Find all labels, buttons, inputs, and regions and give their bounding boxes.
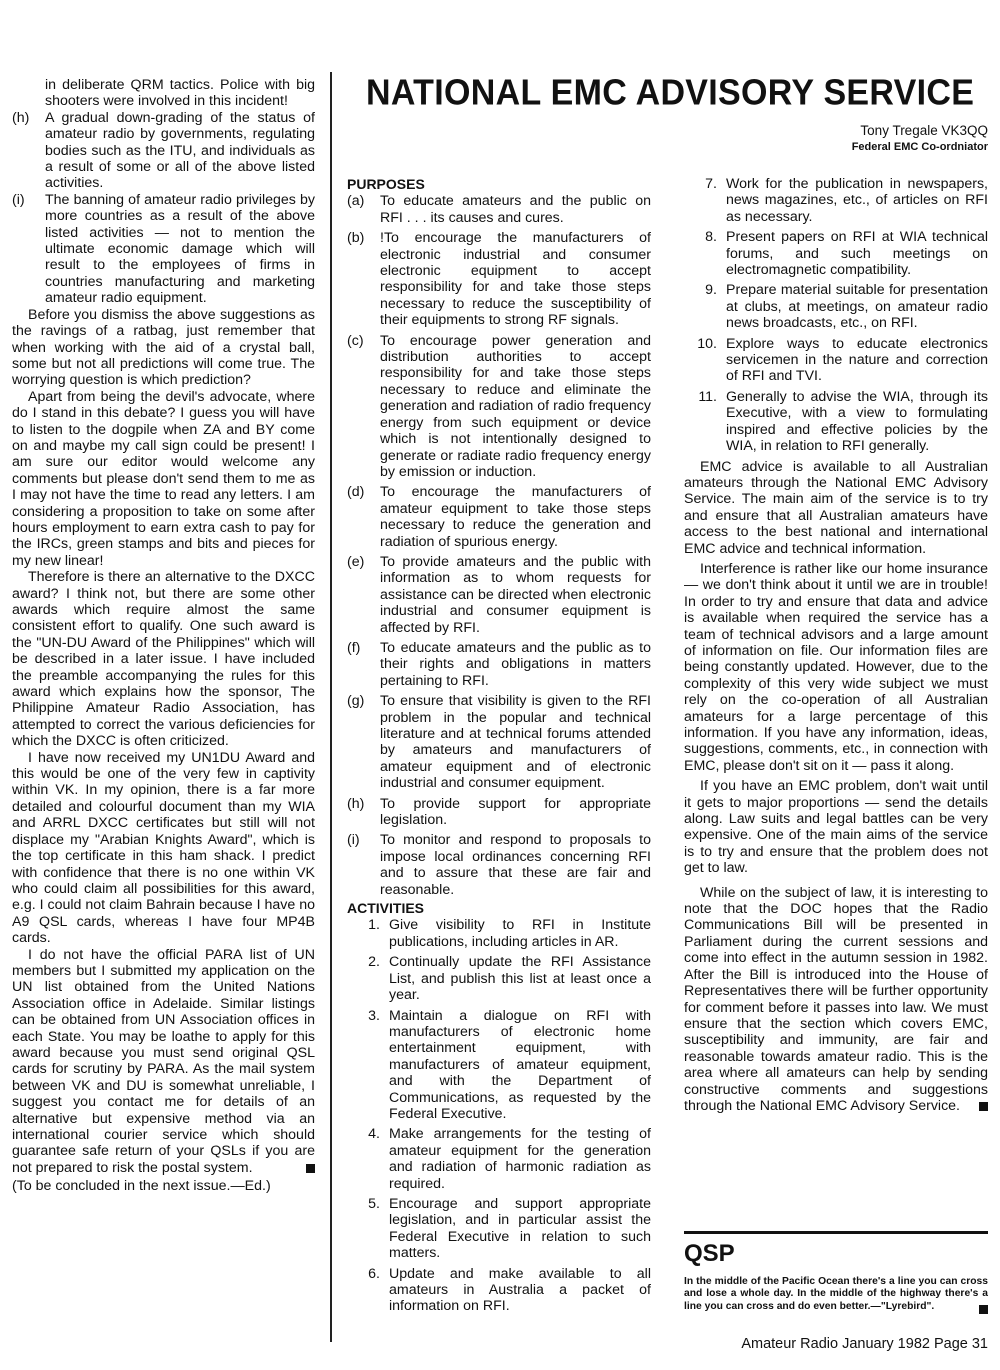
- list-item: [347, 954, 651, 1003]
- list-item: [684, 176, 988, 225]
- item-text: To educate amateurs and the public as to their rights and obligations in matters pertaining to RFI.: [380, 639, 651, 689]
- item-text: To encourage the manufacturers of amateur equipment to take those steps necessary to reduce the generation and radiation of spurious energy.: [380, 484, 651, 550]
- qsp-text: [684, 1276, 988, 1314]
- paragraph: Therefore is there an alternative to the DXCC award? I think not, but there are some other awards which require almost the same consistent effort to qualify. One such award is the "UN-DU Award of the Philippines" which will be described in a later issue. I have included the preamble accompanying the rules for this award which explains how the sponsor, The Philippine Amateur Radio Association, has attempted to correct the various deficiencies for which the DXCC is often criticized.: [12, 569, 315, 750]
- item-label: (h): [347, 795, 365, 812]
- item-label: 10.: [697, 335, 717, 352]
- list-item: [12, 110, 315, 192]
- item-text: To ensure that visibility is given to the RFI problem in the popular and technical literature and at technical forums attended by amateurs and manufacturers of amateur equipment and of electronic industrial and consumer equipment.: [380, 693, 651, 792]
- item-text: A gradual down-grading of the status of amateur radio by governments, regulating bodies such as the ITU, and individuals as a result of some or all of the above listed activities.: [45, 109, 315, 192]
- item-label: (d): [347, 484, 365, 501]
- closing-note: (To be concluded in the next issue.—Ed.): [12, 1178, 271, 1195]
- column-divider: [330, 72, 332, 1342]
- item-label: 1.: [368, 917, 380, 934]
- list-item: [347, 693, 651, 791]
- item-text: Make arrangements for the testing of amateur equipment for the generation and radiation of harmonic radiation as required.: [389, 1126, 651, 1192]
- item-text: Update and make available to all amateurs in Australia a packet of information on RFI.: [389, 1265, 651, 1315]
- item-label: 2.: [368, 954, 380, 971]
- article-heading: NATIONAL EMC ADVISORY SERVICE: [366, 73, 975, 113]
- purposes-heading: PURPOSES: [347, 176, 425, 192]
- item-label: (c): [347, 332, 364, 349]
- item-label: (f): [347, 639, 361, 656]
- list-item: [684, 389, 988, 455]
- author-name: Tony Tregale VK3QQ: [860, 123, 988, 138]
- paragraph: EMC advice is available to all Australian amateurs through the National EMC Advisory Service. The main aim of the service is to try and ensure that all Australian amateurs have access to the best national and international EMC advice and technical information.: [684, 458, 988, 557]
- byline: [852, 123, 988, 155]
- item-text: Work for the publication in newspapers, news magazines, etc., of articles on RFI as necessary.: [726, 176, 988, 225]
- item-text: To provide amateurs and the public with information as to whom requests for assistance can be directed when electronic industrial and consumer equipment is affected by RFI.: [380, 553, 651, 636]
- activities-heading: ACTIVITIES: [347, 900, 425, 917]
- item-label: (i): [12, 191, 25, 208]
- item-text: To provide support for appropriate legislation.: [380, 795, 651, 829]
- item-text: Generally to advise the WIA, through its Executive, with a view to formulating inspired and effective policies by the WIA, in relation to RFI generally.: [726, 388, 988, 455]
- column-left: [12, 77, 315, 1195]
- item-text: !To encourage the manufacturers of electronic industrial and consumer electronic equipment to accept responsibility for and take those steps necessary to reduce the susceptibility of their equipments to strong RF signals.: [380, 230, 651, 329]
- item-label: 9.: [705, 282, 717, 299]
- end-mark-icon: [979, 1102, 988, 1111]
- qsp-rule: [684, 1231, 988, 1234]
- item-text: Continually update the RFI Assistance List, and publish this list at least once a year.: [389, 954, 651, 1004]
- item-text: Explore ways to educate electronics servicemen in the nature and correction of RFI and TVI.: [726, 335, 988, 385]
- paragraph-text: I do not have the official PARA list of UN members but I submitted my application on the UN list obtained from the United Nations Association office in Adelaide. Similar listings can be obtained from UN Association offices in each State. You may be loathe to apply for this award because you must send original QSL cards for scrutiny by PARA. As the mail system between VK and DU is somewhat unreliable, I suggest you contact me for details of an alternative but expensive method via an international courier service which should guarantee safe return of your QSLs if you are not prepared to risk the postal system.: [12, 946, 315, 1176]
- item-text: To encourage power generation and distribution authorities to accept responsibility for and take those steps necessary to reduce and eliminate the generation and radiation of radio frequency energy from such equipment or device which is not intentionally designed to generate or radiate radio frequency energy by emission or induction.: [380, 332, 651, 480]
- item-label: (b): [347, 230, 365, 247]
- item-text: Give visibility to RFI in Institute publications, including articles in AR.: [389, 917, 651, 950]
- item-label: (h): [12, 109, 30, 126]
- list-item: [347, 1126, 651, 1192]
- item-label: (i): [347, 832, 360, 849]
- list-item: [347, 484, 651, 550]
- paragraph: If you have an EMC problem, don't wait until it gets to major proportions — send the details along. Law suits and legal battles can be very expensive. One of the main aims of the service is to try and ensure that the problem does not get to law.: [684, 778, 988, 877]
- intro-continuation: in deliberate QRM tactics. Police with big shooters were involved in this incident!: [45, 77, 315, 110]
- end-mark-icon: [979, 1305, 988, 1314]
- list-item: [347, 1196, 651, 1262]
- paragraph: Apart from being the devil's advocate, where do I stand in this debate? I guess you will have to listen to the dogpile when ZA and BY come on and maybe my call sign could be present! I am sure our editor would welcome any comments but please don't send them to me as I may not have the time to read any letters. I am considering a proposition to take on some after hours employment to earn extra cash to pay for the IRCs, green stamps and bits and pieces for my new linear!: [12, 388, 315, 569]
- list-item: [347, 1266, 651, 1315]
- column-right: [684, 176, 988, 1114]
- list-item: [347, 554, 651, 636]
- list-item: [347, 796, 651, 829]
- item-text: Prepare material suitable for presentation at clubs, at meetings, on amateur radio news broadcasts, etc., on RFI.: [726, 282, 988, 332]
- paragraph: I have now received my UN1DU Award and this would be one of the very few in captivity within VK. In my opinion, there is a far more detailed and colourful document than my WIA and ARRL DXCC certificates but still will not displace my "Arabian Knights Award", which is the top certificate in this ham shack. I predict with confidence that there is no one within VK who could claim all possibilities for this award, e.g. I could not claim Bahrain because I have no A9 QSL cards, whereas I have four MP4B cards.: [12, 749, 315, 947]
- list-item: [684, 229, 988, 278]
- author-role: Federal EMC Co-ordniator: [851, 141, 988, 153]
- list-item: [684, 282, 988, 331]
- item-label: (e): [347, 553, 365, 570]
- item-label: 8.: [705, 229, 717, 246]
- item-label: 7.: [705, 176, 717, 192]
- item-label: (a): [347, 193, 365, 210]
- item-label: 3.: [368, 1007, 380, 1024]
- list-item: [347, 832, 651, 898]
- item-text: Encourage and support appropriate legislation, and in particular assist the Federal Executive in relation to such matters.: [389, 1195, 651, 1262]
- qsp-body: In the middle of the Pacific Ocean there's a line you can cross and lose a whole day. In the middle of the highway there's a line you can cross and do even better.—"Lyrebird".: [684, 1276, 988, 1312]
- item-label: 5.: [368, 1195, 380, 1212]
- list-item: [347, 1008, 651, 1123]
- item-label: (g): [347, 693, 365, 710]
- list-item: [347, 193, 651, 226]
- item-label: 11.: [698, 388, 717, 405]
- end-mark-icon: [306, 1164, 315, 1173]
- paragraph: Interference is rather like our home insurance — we don't think about it until we are in trouble! In order to try and ensure that data and advice is available when required the service has a team of technical advisors and a large amount of information on file. Our information files are being constantly updated. However, due to the complexity of this very wide subject we must rely on the co-operation of all Australian amateurs for a large percentage of this information. If you have any information, ideas, suggestions, comments, etc., in connection with EMC, please don't sit on it — pass it along.: [684, 560, 988, 774]
- paragraph: [12, 947, 315, 1177]
- paragraph-text: While on the subject of law, it is interesting to note that the DOC hopes that the Radio Communications Bill will be presented in Parliament during the current sessions and come into effect in the autumn session in 1982. After the Bill is introduced into the House of Representatives there will be further opportunity for comment before it passes into law. We must ensure that the section which covers EMC, susceptibility and immunity, are fair and reasonable towards amateur radio. This is the area where all amateurs can help by sending constructive comments and suggestions through the National EMC Advisory Service.: [684, 884, 988, 1114]
- paragraph: Before you dismiss the above suggestions as the ravings of a ratbag, just remember that when working with the aid of a crystal ball, some but not all predictions will come true. The worrying question is which prediction?: [12, 306, 315, 389]
- list-item: [347, 917, 651, 950]
- item-text: The banning of amateur radio privileges by more countries as a result of the above listed activities — not to mention the ultimate economic damage which will result to the employees of firms in countries manufacturing and marketing amateur radio equipment.: [45, 191, 315, 307]
- list-item: [347, 230, 651, 328]
- page-footer: Amateur Radio January 1982 Page 31: [741, 1336, 988, 1352]
- item-text: To educate amateurs and the public on RFI . . . its causes and cures.: [380, 193, 651, 226]
- item-text: To monitor and respond to proposals to impose local ordinances concerning RFI and to assure that these are fair and reasonable.: [380, 832, 651, 898]
- item-text: Present papers on RFI at WIA technical forums, and such meetings on electromagnetic compatibility.: [726, 229, 988, 279]
- paragraph: [684, 885, 988, 1115]
- item-label: 6.: [368, 1265, 380, 1282]
- list-item: [347, 333, 651, 481]
- item-label: 4.: [368, 1126, 380, 1143]
- qsp-title: QSP: [684, 1240, 735, 1267]
- list-item: [347, 640, 651, 689]
- list-item: [684, 336, 988, 385]
- list-item: [12, 192, 315, 307]
- column-middle: [347, 176, 651, 1319]
- item-text: Maintain a dialogue on RFI with manufacturers of electronic home entertainment equipment, with manufacturers of amateur equipment, and with the Department of Communications, as requested by the Federal Executive.: [389, 1007, 651, 1122]
